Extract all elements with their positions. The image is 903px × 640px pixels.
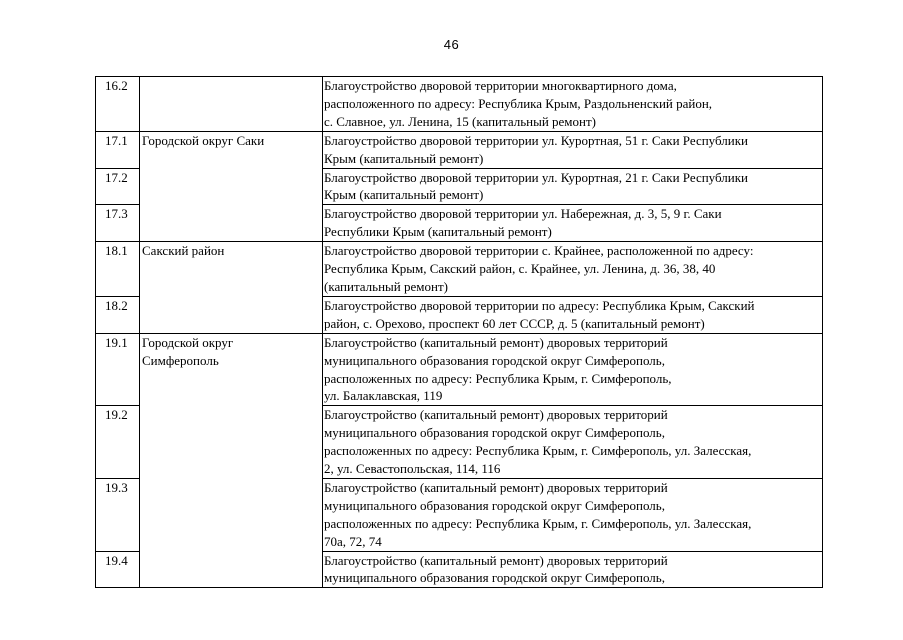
- description-line: Республики Крым (капитальный ремонт): [324, 224, 552, 240]
- municipality-cell: [140, 168, 323, 205]
- table-row: [96, 131, 823, 168]
- municipality-cell: [140, 131, 323, 168]
- page-number: 46: [443, 37, 460, 52]
- work-description-cell: [323, 551, 823, 588]
- row-number: 18.2: [96, 296, 140, 333]
- works-table: [95, 76, 823, 588]
- description-line: район, с. Орехово, проспект 60 лет СССР, д. 5 (капитальный ремонт): [324, 315, 705, 331]
- table-row: [96, 296, 823, 333]
- table-row: [96, 406, 823, 479]
- table-row: [96, 242, 823, 297]
- work-description-cell: [323, 333, 823, 406]
- work-description-cell: [323, 478, 823, 551]
- municipality-cell: [140, 296, 323, 333]
- row-number: 17.3: [96, 205, 140, 242]
- works-table-body: [96, 77, 823, 588]
- description-line: Благоустройство дворовой территории ул. Курортная, 21 г. Саки Республики: [324, 169, 749, 185]
- municipality-cell: [140, 333, 323, 406]
- description-line: Благоустройство дворовой территории ул. Курортная, 51 г. Саки Республики: [324, 132, 749, 148]
- row-number: 18.1: [96, 242, 140, 297]
- row-number: 17.1: [96, 131, 140, 168]
- municipality-cell: [140, 205, 323, 242]
- description-line: муниципального образования городской округ Симферополь,: [324, 497, 665, 513]
- description-line: Благоустройство дворовой территории ул. Набережная, д. 3, 5, 9 г. Саки: [324, 206, 722, 222]
- municipality-cell: [140, 406, 323, 479]
- work-description-cell: [323, 205, 823, 242]
- work-description-cell: [323, 168, 823, 205]
- table-row: [96, 168, 823, 205]
- description-line: Крым (капитальный ремонт): [324, 187, 484, 203]
- description-line: муниципального образования городской округ Симферополь,: [324, 352, 665, 368]
- table-row: [96, 77, 823, 132]
- work-description-cell: [323, 296, 823, 333]
- description-line: 2, ул. Севастопольская, 114, 116: [324, 461, 501, 477]
- table-row: [96, 205, 823, 242]
- work-description-cell: [323, 242, 823, 297]
- work-description-cell: [323, 406, 823, 479]
- municipality-cell: [140, 478, 323, 551]
- description-line: муниципального образования городской округ Симферополь,: [324, 425, 665, 441]
- municipality-cell: [140, 551, 323, 588]
- row-number: 19.2: [96, 406, 140, 479]
- table-row: [96, 333, 823, 406]
- municipality-name-line: Симферополь: [142, 352, 219, 368]
- row-number: 19.4: [96, 551, 140, 588]
- table-row: [96, 551, 823, 588]
- municipality-name-line: Городской округ Саки: [142, 132, 265, 148]
- description-line: расположенных по адресу: Республика Крым, г. Симферополь,: [324, 370, 672, 386]
- description-line: Благоустройство дворовой территории по адресу: Республика Крым, Сакский: [324, 297, 755, 313]
- table-row: [96, 478, 823, 551]
- description-line: Благоустройство дворовой территории с. Крайнее, расположенной по адресу:: [324, 243, 754, 259]
- municipality-cell: [140, 77, 323, 132]
- row-number: 16.2: [96, 77, 140, 132]
- description-line: Благоустройство дворовой территории многоквартирного дома,: [324, 78, 677, 93]
- description-line: Крым (капитальный ремонт): [324, 150, 484, 166]
- description-line: с. Славное, ул. Ленина, 15 (капитальный ремонт): [324, 113, 596, 129]
- row-number: 19.3: [96, 478, 140, 551]
- municipality-name-line: Сакский район: [142, 243, 225, 259]
- description-line: 70а, 72, 74: [324, 533, 382, 549]
- work-description-cell: [323, 77, 823, 132]
- description-line: расположенных по адресу: Республика Крым, г. Симферополь, ул. Залесская,: [324, 443, 752, 459]
- description-line: Республика Крым, Сакский район, с. Крайнее, ул. Ленина, д. 36, 38, 40: [324, 261, 716, 277]
- description-line: расположенного по адресу: Республика Крым, Раздольненский район,: [324, 95, 713, 111]
- description-line: ул. Балаклавская, 119: [324, 388, 443, 404]
- municipality-name-line: Городской округ: [142, 334, 234, 350]
- description-line: муниципального образования городской округ Симферополь,: [324, 570, 665, 586]
- municipality-cell: [140, 242, 323, 297]
- description-line: расположенных по адресу: Республика Крым, г. Симферополь, ул. Залесская,: [324, 515, 752, 531]
- row-number: 17.2: [96, 168, 140, 205]
- description-line: (капитальный ремонт): [324, 278, 448, 294]
- description-line: Благоустройство (капитальный ремонт) дворовых территорий: [324, 334, 668, 350]
- description-line: Благоустройство (капитальный ремонт) дворовых территорий: [324, 407, 668, 423]
- description-line: Благоустройство (капитальный ремонт) дворовых территорий: [324, 479, 668, 495]
- description-line: Благоустройство (капитальный ремонт) дворовых территорий: [324, 552, 668, 568]
- row-number: 19.1: [96, 333, 140, 406]
- work-description-cell: [323, 131, 823, 168]
